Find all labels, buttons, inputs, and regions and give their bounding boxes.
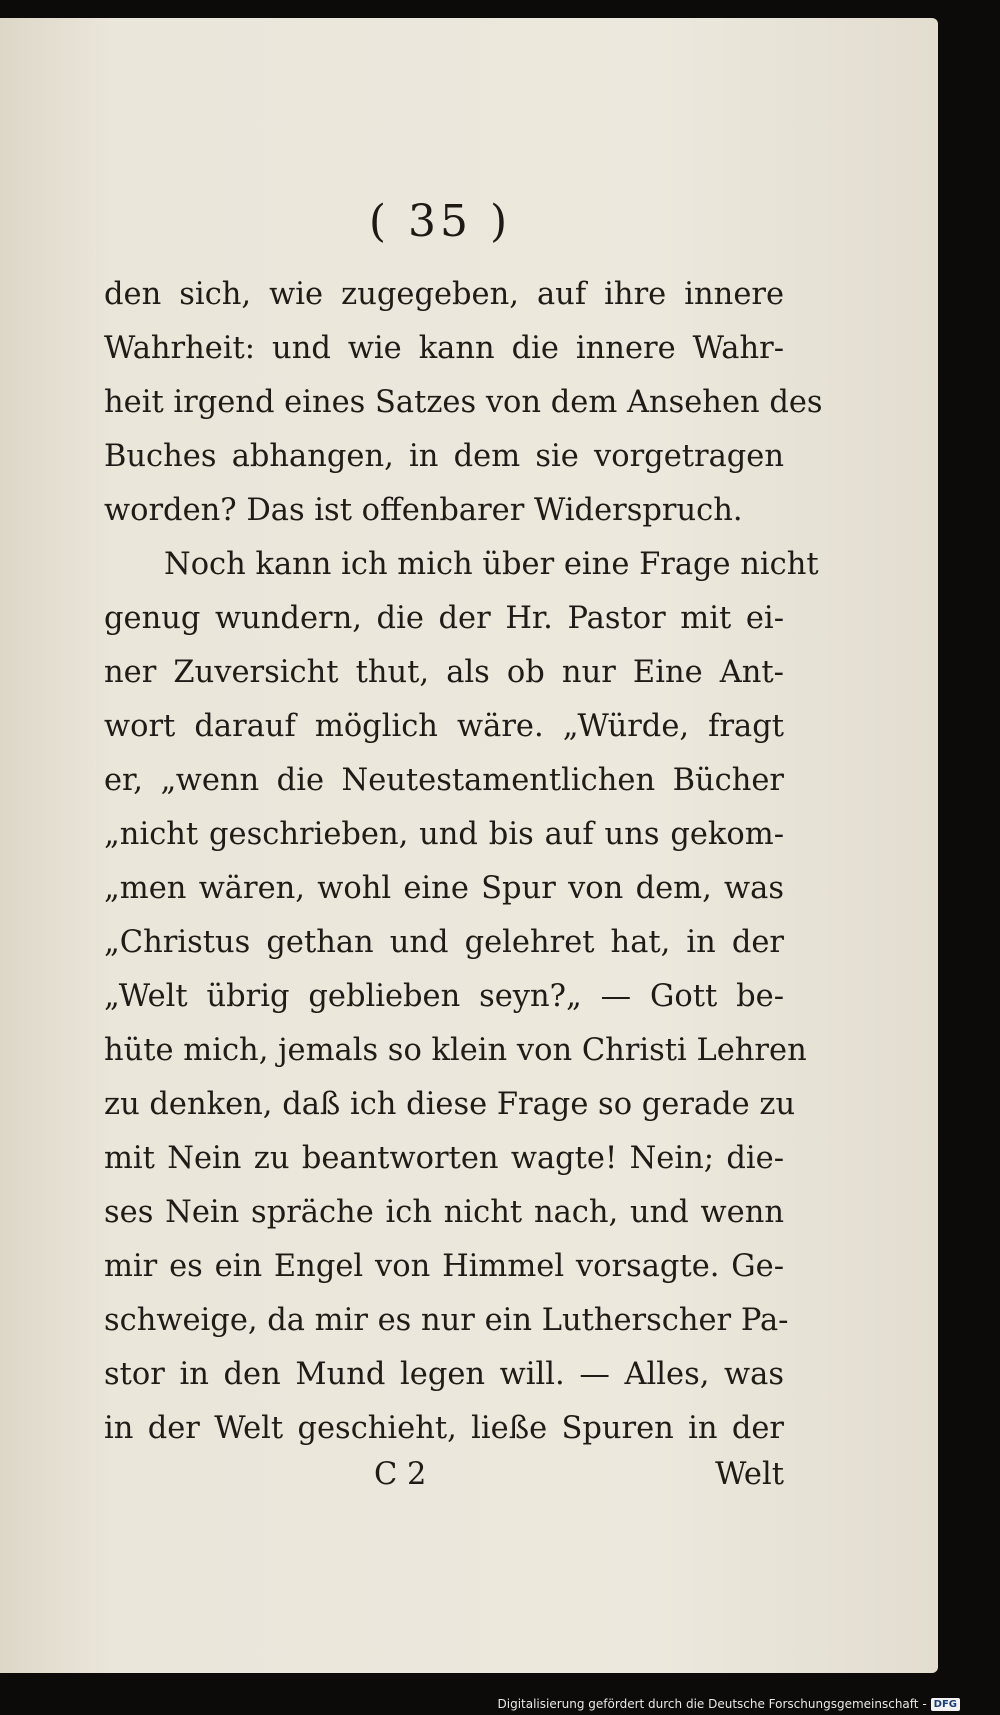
- text-line: Wahrheit: und wie kann die innere Wahr-: [104, 331, 784, 366]
- text-line: heit irgend eines Satzes von dem Ansehen des: [104, 385, 823, 420]
- signature-mark: C 2: [374, 1457, 427, 1492]
- text-line: stor in den Mund legen will. — Alles, was: [104, 1357, 784, 1392]
- text-line: Buches abhangen, in dem sie vorgetragen: [104, 439, 784, 474]
- page-number: ( 35 ): [368, 196, 512, 247]
- text-line: Noch kann ich mich über eine Frage nicht: [164, 547, 819, 582]
- book-page: [0, 18, 938, 1673]
- text-line: schweige, da mir es nur ein Lutherscher Pa-: [104, 1303, 789, 1338]
- text-line: er, „wenn die Neutestamentlichen Bücher: [104, 763, 784, 798]
- text-line: genug wundern, die der Hr. Pastor mit ei-: [104, 601, 784, 636]
- text-line: wort darauf möglich wäre. „Würde, fragt: [104, 709, 784, 744]
- body-text: [104, 268, 823, 1456]
- text-line: „nicht geschrieben, und bis auf uns gekom-: [104, 817, 784, 852]
- credit-text: Digitalisierung gefördert durch die Deutsche Forschungsgemeinschaft -: [497, 1697, 927, 1711]
- text-line: hüte mich, jemals so klein von Christi Lehren: [104, 1033, 807, 1068]
- text-line: mir es ein Engel von Himmel vorsagte. Ge-: [104, 1249, 784, 1284]
- text-line: worden? Das ist offenbarer Widerspruch.: [104, 493, 743, 528]
- digitization-credit: [498, 1697, 961, 1711]
- text-line: „Welt übrig geblieben seyn?„ — Gott be-: [104, 979, 784, 1014]
- text-line: den sich, wie zugegeben, auf ihre innere: [104, 277, 784, 312]
- text-line: zu denken, daß ich diese Frage so gerade zu: [104, 1087, 796, 1122]
- page-footer: [104, 1448, 784, 1502]
- text-line: ner Zuversicht thut, als ob nur Eine Ant-: [104, 655, 784, 690]
- text-line: in der Welt geschieht, ließe Spuren in der: [104, 1411, 784, 1446]
- catchword: Welt: [715, 1457, 784, 1492]
- dfg-logo: DFG: [931, 1698, 960, 1711]
- text-line: ses Nein spräche ich nicht nach, und wenn: [104, 1195, 784, 1230]
- text-line: „men wären, wohl eine Spur von dem, was: [104, 871, 784, 906]
- text-line: mit Nein zu beantworten wagte! Nein; die-: [104, 1141, 784, 1176]
- text-line: „Christus gethan und gelehret hat, in der: [104, 925, 784, 960]
